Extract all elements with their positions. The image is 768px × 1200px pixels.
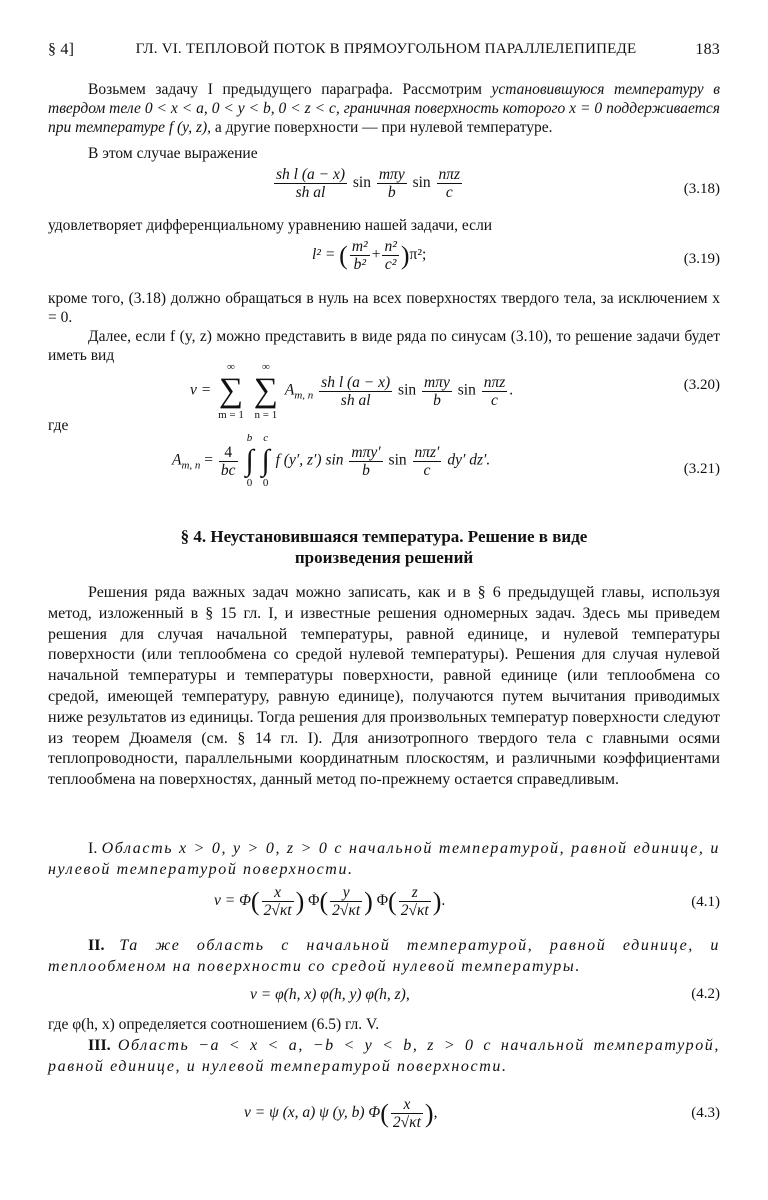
case-2-note: где φ(h, x) определяется соотношением (6.5) гл. V. — [48, 1016, 380, 1033]
equation-number-3-21: (3.21) — [683, 461, 720, 477]
equation-4-2: v = φ(h, x) φ(h, y) φ(h, z), — [250, 986, 410, 1003]
condition-text: удовлетворяет дифференциальному уравнению нашей задачи, если — [48, 217, 493, 234]
equation-number-4-3: (4.3) — [691, 1105, 720, 1121]
equation-3-21: $A_{m, n}$ = $\frac{4}{bc}$ b ∫ 0 c ∫ 0 f (y′, z′) sin $\frac{\text{mπy′}}{b}$ sin $\frac{\text{nπz′}}{c}$ dy′ dz′. — [172, 432, 491, 489]
equation-4-3: v = ψ (x, a) ψ (y, b) Φ( $\frac{x}{2√\kappa t}$ ), — [244, 1096, 438, 1131]
case-3: III. Область −a < x < a, −b < y < b, z > 0 с начальной температурой, равной единице, и нулевой температурой поверхности. — [48, 1037, 720, 1075]
where-label: где — [48, 417, 69, 434]
equation-number-3-20: (3.20) — [683, 377, 720, 393]
equation-3-18: $\frac{\text{sh l (a − x)}}{\text{sh al}}$ sin $\frac{\text{mπy}}{b}$ sin $\frac{\text{nπz}}{c}$ — [276, 166, 461, 201]
case-2: II. Та же область с начальной температурой, равной единице, и теплообменом на поверхности со средой нулевой температуры. — [48, 937, 721, 975]
page-number: 183 — [695, 41, 720, 58]
integral-y: b ∫ 0 — [245, 432, 254, 489]
running-section: § 4] — [48, 41, 75, 58]
equation-number-3-19: (3.19) — [683, 251, 720, 267]
sum-m: ∞ ∑ m = 1 — [218, 361, 244, 421]
equation-3-20: v = ∞ ∑ m = 1 ∞ ∑ n = 1 $A_{m, n}$ $\frac{\text{sh l (a − x)}}{\text{sh al}}$ sin $\frac{\text{mπy}}{b}$ sin $\frac{\text{nπz}}{c}$ . — [190, 361, 514, 421]
equation-number-4-2: (4.2) — [691, 986, 720, 1002]
expression-lead: В этом случае выражение — [88, 145, 258, 162]
running-title: ГЛ. VI. ТЕПЛОВОЙ ПОТОК В ПРЯМОУГОЛЬНОМ ПАРАЛЛЕЛЕПИПЕДЕ — [135, 41, 637, 57]
section-title-line1: § 4. Неустановившаяся температура. Решение в виде — [180, 527, 588, 546]
case-1: I. Область x > 0, y > 0, z > 0 с начальной температурой, равной единице, и нулевой температурой поверхности. — [48, 840, 721, 878]
equation-number-4-1: (4.1) — [691, 894, 720, 910]
series-lead: Далее, если f (y, z) можно представить в виде ряда по синусам (3.10), то решение задачи будет иметь вид — [48, 328, 720, 364]
vanishing-text: кроме того, (3.18) должно обращаться в нуль на всех поверхностях твердого тела, за исключением x = 0. — [48, 290, 720, 326]
equation-number-3-18: (3.18) — [683, 181, 720, 197]
section-body: Решения ряда важных задач можно записать, как и в § 6 предыдущей главы, используя метод, изложенный в § 15 гл. I, и известные решения одномерных задач. Здесь мы приведем решения для случая начальной температуры, равной единице, и нулевой температуры поверхности (или теплообмена со средой нулевой температуры). Решения для случая нулевой начальной температуры и температуры поверхности, равной единице (или теплообмена со средой, имеющей температуру, равную единице), получаются путем вычитания приводимых ниже результатов из единицы. Тогда решения для произвольных температур поверхности следуют из теорем Дюамеля (см. § 14 гл. I). Для анизотропного твердого тела с главными осями теплопроводности, параллельными координатным плоскостям, и различными коэффициентами теплообмена на поверхностях, данный метод по-прежнему остается справедливым. — [48, 584, 720, 789]
intro-emphasis: установившуюся температуру в твердом теле 0 < x < a, 0 < y < b, 0 < z < c, граничная поверхность которого x = 0 поддерживается при температуре f (y, z), — [48, 81, 720, 136]
sum-n: ∞ ∑ n = 1 — [253, 361, 278, 421]
integral-z: c ∫ 0 — [261, 432, 270, 489]
equation-3-19: l² = ( $\frac{\text{m²}}{\text{b²}}$ + $\frac{\text{n²}}{\text{c²}}$ )π²; — [312, 238, 427, 273]
equation-4-1: v = Φ( $\frac{x}{2√\kappa t}$ ) Φ( $\frac{y}{2√\kappa t}$ ) Φ( $\frac{z}{2√\kappa t}$ ). — [214, 884, 446, 919]
intro-paragraph: Возьмем задачу I предыдущего параграфа. Рассмотрим установившуюся температуру в твердом теле 0 < x < a, 0 < y < b, 0 < z < c, граничная поверхность которого x = 0 поддерживается при температуре f (y, z), а другие поверхности — при нулевой температуре. — [48, 81, 720, 136]
section-title-line2: произведения решений — [294, 548, 474, 567]
